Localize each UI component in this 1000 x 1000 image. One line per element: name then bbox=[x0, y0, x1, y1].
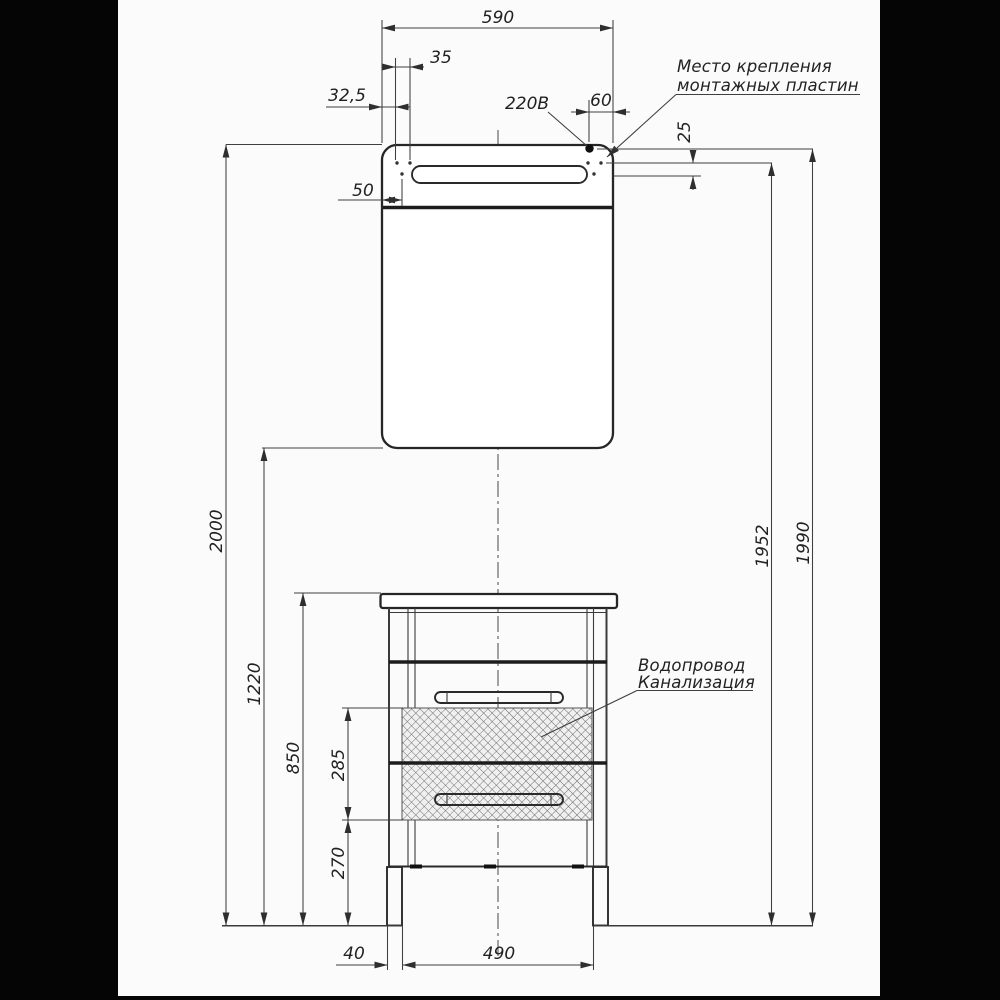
dim-text-285: 285 bbox=[329, 748, 349, 782]
dim-text-590: 590 bbox=[481, 8, 515, 28]
mirror-cabinet bbox=[382, 144, 613, 448]
dim-text-25: 25 bbox=[675, 121, 695, 143]
mounting-plates-label-2: монтажных пластин bbox=[677, 76, 859, 95]
dim-text-2000: 2000 bbox=[207, 509, 227, 553]
dim-text-1990: 1990 bbox=[794, 521, 814, 565]
mirror-outline bbox=[382, 145, 613, 448]
dim-text-270: 270 bbox=[329, 846, 349, 880]
dim-text-32-5: 32,5 bbox=[328, 86, 366, 106]
mounting-plates-label-1: Место крепления bbox=[677, 57, 832, 76]
dim-text-1220: 1220 bbox=[245, 662, 265, 706]
plumbing-label-1: Водопровод bbox=[638, 656, 746, 675]
dim-text-850: 850 bbox=[284, 741, 304, 775]
dim-text-60: 60 bbox=[590, 91, 612, 111]
dim-text-1952: 1952 bbox=[753, 524, 773, 568]
dim-text-50: 50 bbox=[352, 181, 374, 201]
dim-text-490: 490 bbox=[482, 944, 516, 964]
countertop bbox=[381, 594, 618, 608]
dim-text-35: 35 bbox=[430, 48, 452, 68]
plumbing-label-2: Канализация bbox=[638, 673, 755, 692]
dim-text-40: 40 bbox=[343, 944, 365, 964]
power-socket-label: 220В bbox=[504, 94, 550, 114]
